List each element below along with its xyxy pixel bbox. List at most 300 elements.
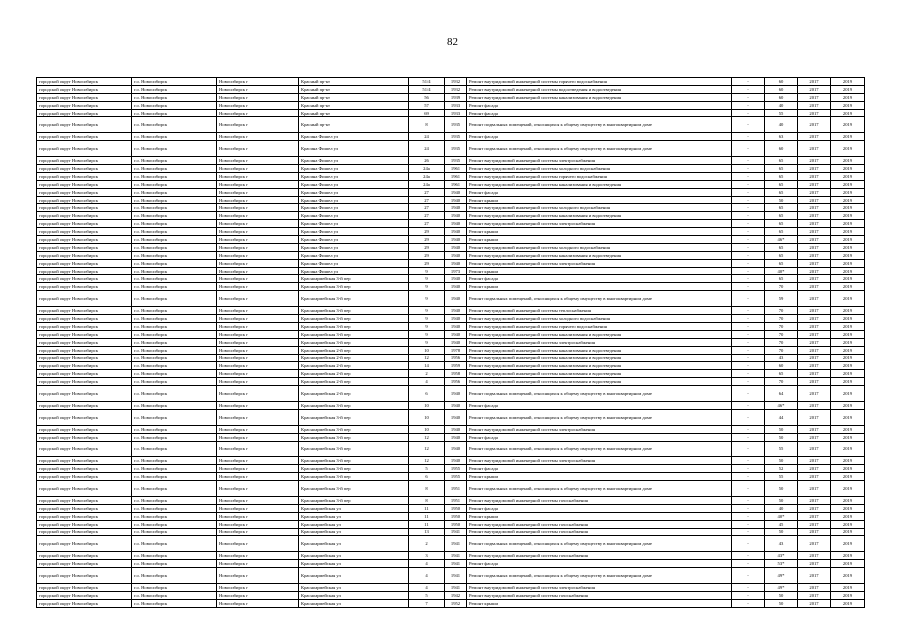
street-cell: Красноармейская ул [299, 568, 409, 584]
district-cell: городской округ Новосибирск [37, 409, 132, 425]
build-year-cell: 1941 [445, 552, 467, 560]
plan-year-cell: 2017 [798, 568, 831, 584]
street-cell: Красный пр-кт [299, 85, 409, 93]
city-cell: Новосибирск г [217, 259, 299, 267]
plan-year-cell: 2017 [798, 251, 831, 259]
table-row [37, 481, 865, 497]
blank-cell: - [732, 536, 765, 552]
municipality-cell: г.о. Новосибирск [132, 259, 217, 267]
house-number-cell: 24а [409, 165, 445, 173]
deadline-year-cell: 2019 [831, 236, 865, 244]
deadline-year-cell: 2019 [831, 473, 865, 481]
house-number-cell: 12 [409, 441, 445, 457]
build-year-cell: 1940 [445, 409, 467, 425]
street-cell: Красноармейская 3-й пер [299, 401, 409, 409]
city-cell: Новосибирск г [217, 338, 299, 346]
municipality-cell: г.о. Новосибирск [132, 425, 217, 433]
blank-cell: - [732, 85, 765, 93]
table-row [37, 504, 865, 512]
plan-year-cell: 2017 [798, 180, 831, 188]
deterioration-cell: 65 [765, 172, 798, 180]
municipality-cell: г.о. Новосибирск [132, 496, 217, 504]
blank-cell: - [732, 212, 765, 220]
municipality-cell: г.о. Новосибирск [132, 196, 217, 204]
plan-year-cell: 2017 [798, 78, 831, 86]
house-number-cell: 8 [409, 481, 445, 497]
deadline-year-cell: 2019 [831, 291, 865, 307]
municipality-cell: г.о. Новосибирск [132, 133, 217, 141]
blank-cell: - [732, 204, 765, 212]
blank-cell: - [732, 481, 765, 497]
plan-year-cell: 2017 [798, 496, 831, 504]
work-type-cell: Ремонт подвальных помещений, относящихся к общему имуществу в многоквартирном доме [467, 409, 732, 425]
deterioration-cell: 50 [765, 425, 798, 433]
table-row [37, 536, 865, 552]
work-type-cell: Ремонт крыши [467, 283, 732, 291]
city-cell: Новосибирск г [217, 220, 299, 228]
build-year-cell: 1941 [445, 568, 467, 584]
work-type-cell: Ремонт подвальных помещений, относящихся к общему имуществу в многоквартирном доме [467, 568, 732, 584]
deadline-year-cell: 2019 [831, 536, 865, 552]
build-year-cell: 1940 [445, 307, 467, 315]
blank-cell: - [732, 93, 765, 101]
table-row [37, 552, 865, 560]
city-cell: Новосибирск г [217, 212, 299, 220]
work-type-cell: Ремонт фасада [467, 133, 732, 141]
municipality-cell: г.о. Новосибирск [132, 552, 217, 560]
blank-cell: - [732, 188, 765, 196]
deadline-year-cell: 2019 [831, 457, 865, 465]
street-cell: Красноармейская 3-й пер [299, 291, 409, 307]
deterioration-cell: 65 [765, 243, 798, 251]
house-number-cell: 29 [409, 236, 445, 244]
build-year-cell: 1940 [445, 251, 467, 259]
deadline-year-cell: 2019 [831, 315, 865, 323]
plan-year-cell: 2017 [798, 330, 831, 338]
district-cell: городской округ Новосибирск [37, 496, 132, 504]
deadline-year-cell: 2019 [831, 180, 865, 188]
work-type-cell: Ремонт фасада [467, 433, 732, 441]
table-row [37, 465, 865, 473]
city-cell: Новосибирск г [217, 362, 299, 370]
blank-cell: - [732, 473, 765, 481]
build-year-cell: 1940 [445, 243, 467, 251]
street-cell: Красноармейская 3-й пер [299, 330, 409, 338]
house-number-cell: 24 [409, 141, 445, 157]
work-type-cell: Ремонт фасада [467, 109, 732, 117]
table-row [37, 568, 865, 584]
city-cell: Новосибирск г [217, 583, 299, 591]
municipality-cell: г.о. Новосибирск [132, 307, 217, 315]
city-cell: Новосибирск г [217, 322, 299, 330]
blank-cell: - [732, 291, 765, 307]
build-year-cell: 1955 [445, 473, 467, 481]
deterioration-cell: 50 [765, 481, 798, 497]
municipality-cell: г.о. Новосибирск [132, 157, 217, 165]
build-year-cell: 1941 [445, 528, 467, 536]
build-year-cell: 1935 [445, 157, 467, 165]
city-cell: Новосибирск г [217, 228, 299, 236]
house-number-cell: 8 [409, 117, 445, 133]
city-cell: Новосибирск г [217, 196, 299, 204]
district-cell: городской округ Новосибирск [37, 267, 132, 275]
district-cell: городской округ Новосибирск [37, 520, 132, 528]
work-type-cell: Ремонт подвальных помещений, относящихся к общему имуществу в многоквартирном доме [467, 117, 732, 133]
build-year-cell: 1956 [445, 354, 467, 362]
street-cell: Красина Фишел ул [299, 236, 409, 244]
plan-year-cell: 2017 [798, 346, 831, 354]
city-cell: Новосибирск г [217, 481, 299, 497]
city-cell: Новосибирск г [217, 473, 299, 481]
deadline-year-cell: 2019 [831, 465, 865, 473]
city-cell: Новосибирск г [217, 401, 299, 409]
city-cell: Новосибирск г [217, 93, 299, 101]
deterioration-cell: 40* [765, 512, 798, 520]
house-number-cell: 2 [409, 536, 445, 552]
table-row [37, 117, 865, 133]
house-number-cell: 29 [409, 251, 445, 259]
deadline-year-cell: 2019 [831, 583, 865, 591]
municipality-cell: г.о. Новосибирск [132, 536, 217, 552]
deadline-year-cell: 2019 [831, 117, 865, 133]
work-type-cell: Ремонт внутридомовой инженерной системы горячего водоснабжения [467, 322, 732, 330]
table-row [37, 93, 865, 101]
street-cell: Красноармейская 3-й пер [299, 315, 409, 323]
district-cell: городской округ Новосибирск [37, 583, 132, 591]
plan-year-cell: 2017 [798, 275, 831, 283]
district-cell: городской округ Новосибирск [37, 425, 132, 433]
plan-year-cell: 2017 [798, 236, 831, 244]
house-number-cell: 12 [409, 354, 445, 362]
city-cell: Новосибирск г [217, 425, 299, 433]
municipality-cell: г.о. Новосибирск [132, 401, 217, 409]
municipality-cell: г.о. Новосибирск [132, 236, 217, 244]
municipality-cell: г.о. Новосибирск [132, 78, 217, 86]
work-type-cell: Ремонт внутридомовой инженерной системы водоотведения и водоотведения [467, 85, 732, 93]
table-row [37, 315, 865, 323]
table-row [37, 496, 865, 504]
house-number-cell: 24 [409, 133, 445, 141]
municipality-cell: г.о. Новосибирск [132, 465, 217, 473]
plan-year-cell: 2017 [798, 109, 831, 117]
city-cell: Новосибирск г [217, 496, 299, 504]
district-cell: городской округ Новосибирск [37, 251, 132, 259]
deadline-year-cell: 2019 [831, 157, 865, 165]
plan-year-cell: 2017 [798, 560, 831, 568]
district-cell: городской округ Новосибирск [37, 133, 132, 141]
district-cell: городской округ Новосибирск [37, 188, 132, 196]
city-cell: Новосибирск г [217, 307, 299, 315]
street-cell: Красноармейская ул [299, 552, 409, 560]
table-row [37, 212, 865, 220]
deadline-year-cell: 2019 [831, 425, 865, 433]
house-number-cell: 12 [409, 457, 445, 465]
house-number-cell: 24а [409, 172, 445, 180]
street-cell: Красноармейская 3-й пер [299, 481, 409, 497]
district-cell: городской округ Новосибирск [37, 228, 132, 236]
municipality-cell: г.о. Новосибирск [132, 228, 217, 236]
build-year-cell: 1940 [445, 457, 467, 465]
municipality-cell: г.о. Новосибирск [132, 220, 217, 228]
deterioration-cell: 70 [765, 307, 798, 315]
district-cell: городской округ Новосибирск [37, 180, 132, 188]
deadline-year-cell: 2019 [831, 441, 865, 457]
plan-year-cell: 2017 [798, 504, 831, 512]
deadline-year-cell: 2019 [831, 370, 865, 378]
table-row [37, 354, 865, 362]
deterioration-cell: 65 [765, 251, 798, 259]
house-number-cell: 4 [409, 378, 445, 386]
table-row [37, 283, 865, 291]
deterioration-cell: 60 [765, 362, 798, 370]
house-number-cell: 29 [409, 228, 445, 236]
plan-year-cell: 2017 [798, 172, 831, 180]
work-type-cell: Ремонт крыши [467, 599, 732, 607]
blank-cell: - [732, 322, 765, 330]
work-type-cell: Ремонт внутридомовой инженерной системы канализования и водоотведения [467, 354, 732, 362]
plan-year-cell: 2017 [798, 481, 831, 497]
district-cell: городской округ Новосибирск [37, 512, 132, 520]
table-row [37, 338, 865, 346]
table-row [37, 520, 865, 528]
district-cell: городской округ Новосибирск [37, 481, 132, 497]
city-cell: Новосибирск г [217, 315, 299, 323]
city-cell: Новосибирск г [217, 330, 299, 338]
build-year-cell: 1961 [445, 172, 467, 180]
work-type-cell: Ремонт подвальных помещений, относящихся к общему имуществу в многоквартирном доме [467, 441, 732, 457]
street-cell: Красина Фишел ул [299, 212, 409, 220]
deadline-year-cell: 2019 [831, 481, 865, 497]
municipality-cell: г.о. Новосибирск [132, 109, 217, 117]
deadline-year-cell: 2019 [831, 165, 865, 173]
build-year-cell: 1940 [445, 204, 467, 212]
plan-year-cell: 2017 [798, 354, 831, 362]
street-cell: Красина Фишел ул [299, 243, 409, 251]
deterioration-cell: 70 [765, 346, 798, 354]
build-year-cell: 1940 [445, 315, 467, 323]
house-number-cell: 11 [409, 512, 445, 520]
deterioration-cell: 50 [765, 496, 798, 504]
house-number-cell: 12 [409, 433, 445, 441]
table-row [37, 141, 865, 157]
table-row [37, 228, 865, 236]
plan-year-cell: 2017 [798, 165, 831, 173]
deterioration-cell: 50 [765, 528, 798, 536]
table-row [37, 378, 865, 386]
work-type-cell: Ремонт внутридомовой инженерной системы электроснабжения [467, 457, 732, 465]
table-row [37, 267, 865, 275]
city-cell: Новосибирск г [217, 528, 299, 536]
blank-cell: - [732, 196, 765, 204]
district-cell: городской округ Новосибирск [37, 599, 132, 607]
city-cell: Новосибирск г [217, 599, 299, 607]
deterioration-cell: 63 [765, 133, 798, 141]
deadline-year-cell: 2019 [831, 243, 865, 251]
municipality-cell: г.о. Новосибирск [132, 172, 217, 180]
blank-cell: - [732, 157, 765, 165]
municipality-cell: г.о. Новосибирск [132, 354, 217, 362]
plan-year-cell: 2017 [798, 536, 831, 552]
district-cell: городской округ Новосибирск [37, 354, 132, 362]
work-type-cell: Ремонт внутридомовой инженерной системы электроснабжения [467, 259, 732, 267]
work-type-cell: Ремонт внутридомовой инженерной системы холодного водоснабжения [467, 204, 732, 212]
municipality-cell: г.о. Новосибирск [132, 165, 217, 173]
blank-cell: - [732, 346, 765, 354]
build-year-cell: 1959 [445, 362, 467, 370]
house-number-cell: 10 [409, 425, 445, 433]
work-type-cell: Ремонт внутридомовой инженерной системы холодного водоснабжения [467, 165, 732, 173]
house-number-cell: 9 [409, 338, 445, 346]
district-cell: городской округ Новосибирск [37, 457, 132, 465]
city-cell: Новосибирск г [217, 560, 299, 568]
deadline-year-cell: 2019 [831, 496, 865, 504]
deterioration-cell: 64 [765, 386, 798, 402]
district-cell: городской округ Новосибирск [37, 401, 132, 409]
street-cell: Красноармейская 2-й пер [299, 370, 409, 378]
build-year-cell: 1961 [445, 180, 467, 188]
street-cell: Красина Фишел ул [299, 188, 409, 196]
city-cell: Новосибирск г [217, 552, 299, 560]
blank-cell: - [732, 338, 765, 346]
deadline-year-cell: 2019 [831, 251, 865, 259]
deterioration-cell: 55 [765, 473, 798, 481]
work-type-cell: Ремонт фасада [467, 101, 732, 109]
build-year-cell: 1940 [445, 330, 467, 338]
street-cell: Красноармейская 3-й пер [299, 307, 409, 315]
blank-cell: - [732, 465, 765, 473]
street-cell: Красноармейская 3-й пер [299, 283, 409, 291]
house-number-cell: 10 [409, 409, 445, 425]
deadline-year-cell: 2019 [831, 552, 865, 560]
house-number-cell: 27 [409, 196, 445, 204]
build-year-cell: 1941 [445, 560, 467, 568]
district-cell: городской округ Новосибирск [37, 378, 132, 386]
street-cell: Красноармейская 2-й пер [299, 346, 409, 354]
city-cell: Новосибирск г [217, 243, 299, 251]
deterioration-cell: 44 [765, 409, 798, 425]
municipality-cell: г.о. Новосибирск [132, 338, 217, 346]
blank-cell: - [732, 441, 765, 457]
plan-year-cell: 2017 [798, 133, 831, 141]
plan-year-cell: 2017 [798, 101, 831, 109]
district-cell: городской округ Новосибирск [37, 196, 132, 204]
blank-cell: - [732, 386, 765, 402]
district-cell: городской округ Новосибирск [37, 283, 132, 291]
deadline-year-cell: 2019 [831, 259, 865, 267]
street-cell: Красноармейская 2-й пер [299, 362, 409, 370]
deadline-year-cell: 2019 [831, 512, 865, 520]
table-row [37, 583, 865, 591]
deterioration-cell: 43 [765, 536, 798, 552]
blank-cell: - [732, 172, 765, 180]
table-row [37, 370, 865, 378]
plan-year-cell: 2017 [798, 591, 831, 599]
district-cell: городской округ Новосибирск [37, 433, 132, 441]
municipality-cell: г.о. Новосибирск [132, 267, 217, 275]
district-cell: городской округ Новосибирск [37, 291, 132, 307]
work-type-cell: Ремонт внутридомовой инженерной системы канализования и водоотведения [467, 362, 732, 370]
build-year-cell: 1940 [445, 228, 467, 236]
street-cell: Красноармейская ул [299, 512, 409, 520]
build-year-cell: 1956 [445, 378, 467, 386]
plan-year-cell: 2017 [798, 85, 831, 93]
house-number-cell: 10 [409, 346, 445, 354]
table-row [37, 425, 865, 433]
deterioration-cell: 65 [765, 370, 798, 378]
street-cell: Красина Фишел ул [299, 228, 409, 236]
blank-cell: - [732, 141, 765, 157]
plan-year-cell: 2017 [798, 425, 831, 433]
street-cell: Красина Фишел ул [299, 141, 409, 157]
plan-year-cell: 2017 [798, 188, 831, 196]
blank-cell: - [732, 330, 765, 338]
work-type-cell: Ремонт внутридомовой инженерной системы газоснабжения [467, 552, 732, 560]
blank-cell: - [732, 433, 765, 441]
plan-year-cell: 2017 [798, 457, 831, 465]
street-cell: Красина Фишел ул [299, 220, 409, 228]
city-cell: Новосибирск г [217, 386, 299, 402]
work-type-cell: Ремонт подвальных помещений, относящихся к общему имуществу в многоквартирном доме [467, 536, 732, 552]
work-type-cell: Ремонт крыши [467, 236, 732, 244]
build-year-cell: 1941 [445, 536, 467, 552]
table-row [37, 346, 865, 354]
house-number-cell: 8 [409, 496, 445, 504]
deterioration-cell: 65 [765, 228, 798, 236]
house-number-cell: 26 [409, 157, 445, 165]
deterioration-cell: 55 [765, 109, 798, 117]
street-cell: Красноармейская 3-й пер [299, 425, 409, 433]
house-number-cell: 9 [409, 307, 445, 315]
district-cell: городской округ Новосибирск [37, 220, 132, 228]
street-cell: Красноармейская ул [299, 591, 409, 599]
district-cell: городской округ Новосибирск [37, 473, 132, 481]
street-cell: Красноармейская 3-й пер [299, 457, 409, 465]
city-cell: Новосибирск г [217, 101, 299, 109]
district-cell: городской округ Новосибирск [37, 93, 132, 101]
work-type-cell: Ремонт крыши [467, 512, 732, 520]
street-cell: Красноармейская ул [299, 520, 409, 528]
plan-year-cell: 2017 [798, 212, 831, 220]
table-row [37, 243, 865, 251]
district-cell: городской округ Новосибирск [37, 85, 132, 93]
work-type-cell: Ремонт внутридомовой инженерной системы холодного водоснабжения [467, 243, 732, 251]
district-cell: городской округ Новосибирск [37, 212, 132, 220]
deterioration-cell: 55 [765, 441, 798, 457]
district-cell: городской округ Новосибирск [37, 362, 132, 370]
street-cell: Красина Фишел ул [299, 267, 409, 275]
blank-cell: - [732, 251, 765, 259]
house-number-cell: 4 [409, 568, 445, 584]
table-row [37, 362, 865, 370]
work-type-cell: Ремонт фасада [467, 504, 732, 512]
municipality-cell: г.о. Новосибирск [132, 117, 217, 133]
plan-year-cell: 2017 [798, 401, 831, 409]
house-number-cell: 51/4 [409, 78, 445, 86]
deadline-year-cell: 2019 [831, 133, 865, 141]
deadline-year-cell: 2019 [831, 560, 865, 568]
deterioration-cell: 60 [765, 141, 798, 157]
build-year-cell: 1955 [445, 465, 467, 473]
table-row [37, 275, 865, 283]
plan-year-cell: 2017 [798, 386, 831, 402]
deterioration-cell: 65 [765, 188, 798, 196]
district-cell: городской округ Новосибирск [37, 307, 132, 315]
build-year-cell: 1940 [445, 441, 467, 457]
table-row [37, 188, 865, 196]
plan-year-cell: 2017 [798, 243, 831, 251]
municipality-cell: г.о. Новосибирск [132, 409, 217, 425]
city-cell: Новосибирск г [217, 465, 299, 473]
